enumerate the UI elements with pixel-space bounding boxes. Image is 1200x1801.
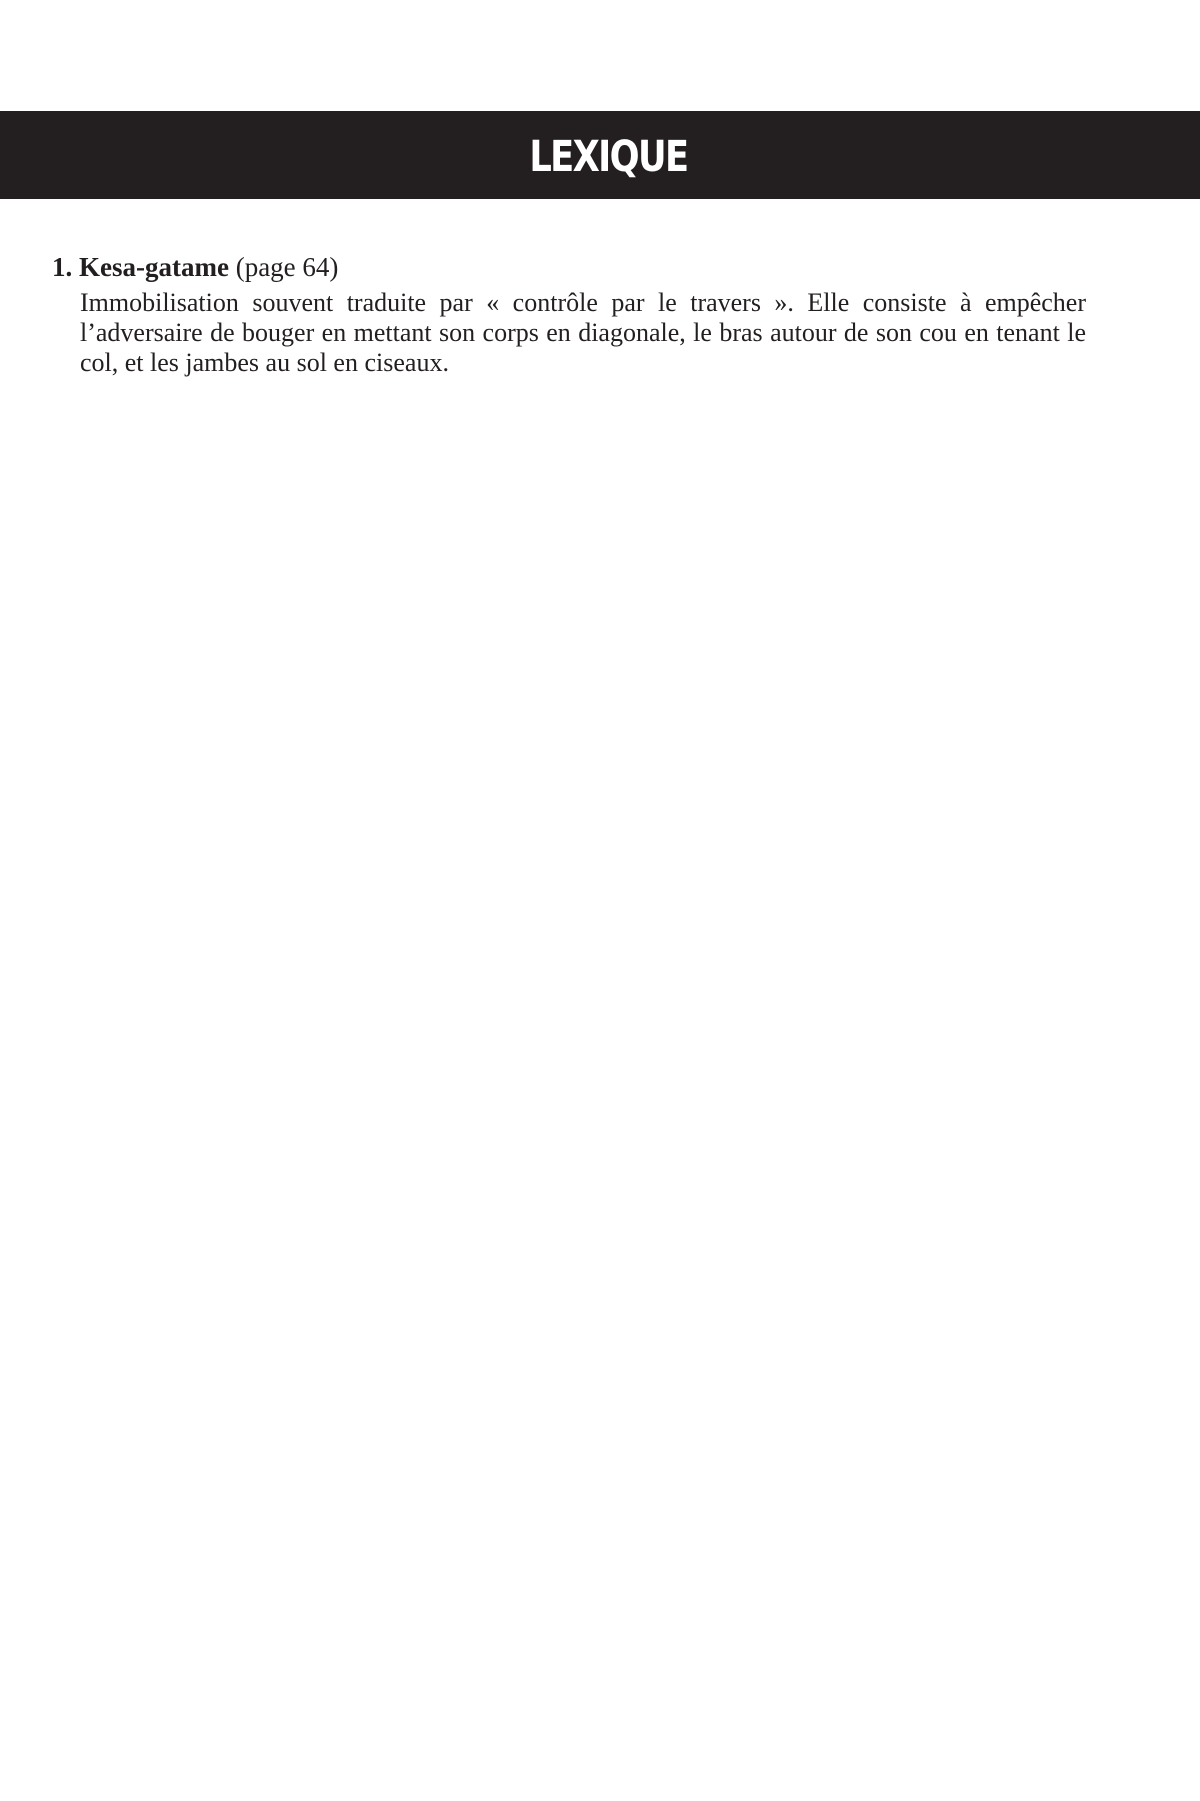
entry-definition: Immobilisation souvent traduite par « contrôle par le travers ». Elle consiste à empêcher l’adversaire de bouger en mettant son corps en diagonale, le bras autour de son cou en tenant le col, et les jambes au sol en ciseaux. <box>80 288 1086 377</box>
entry-term: Kesa-gatame <box>79 252 229 282</box>
header-band <box>0 111 1200 199</box>
entry-number: 1. <box>52 252 73 282</box>
lexicon-entry <box>52 250 1086 378</box>
entry-heading <box>52 250 1086 284</box>
page-title: LEXIQUE <box>528 132 688 182</box>
entry-page-reference: (page 64) <box>235 252 339 282</box>
